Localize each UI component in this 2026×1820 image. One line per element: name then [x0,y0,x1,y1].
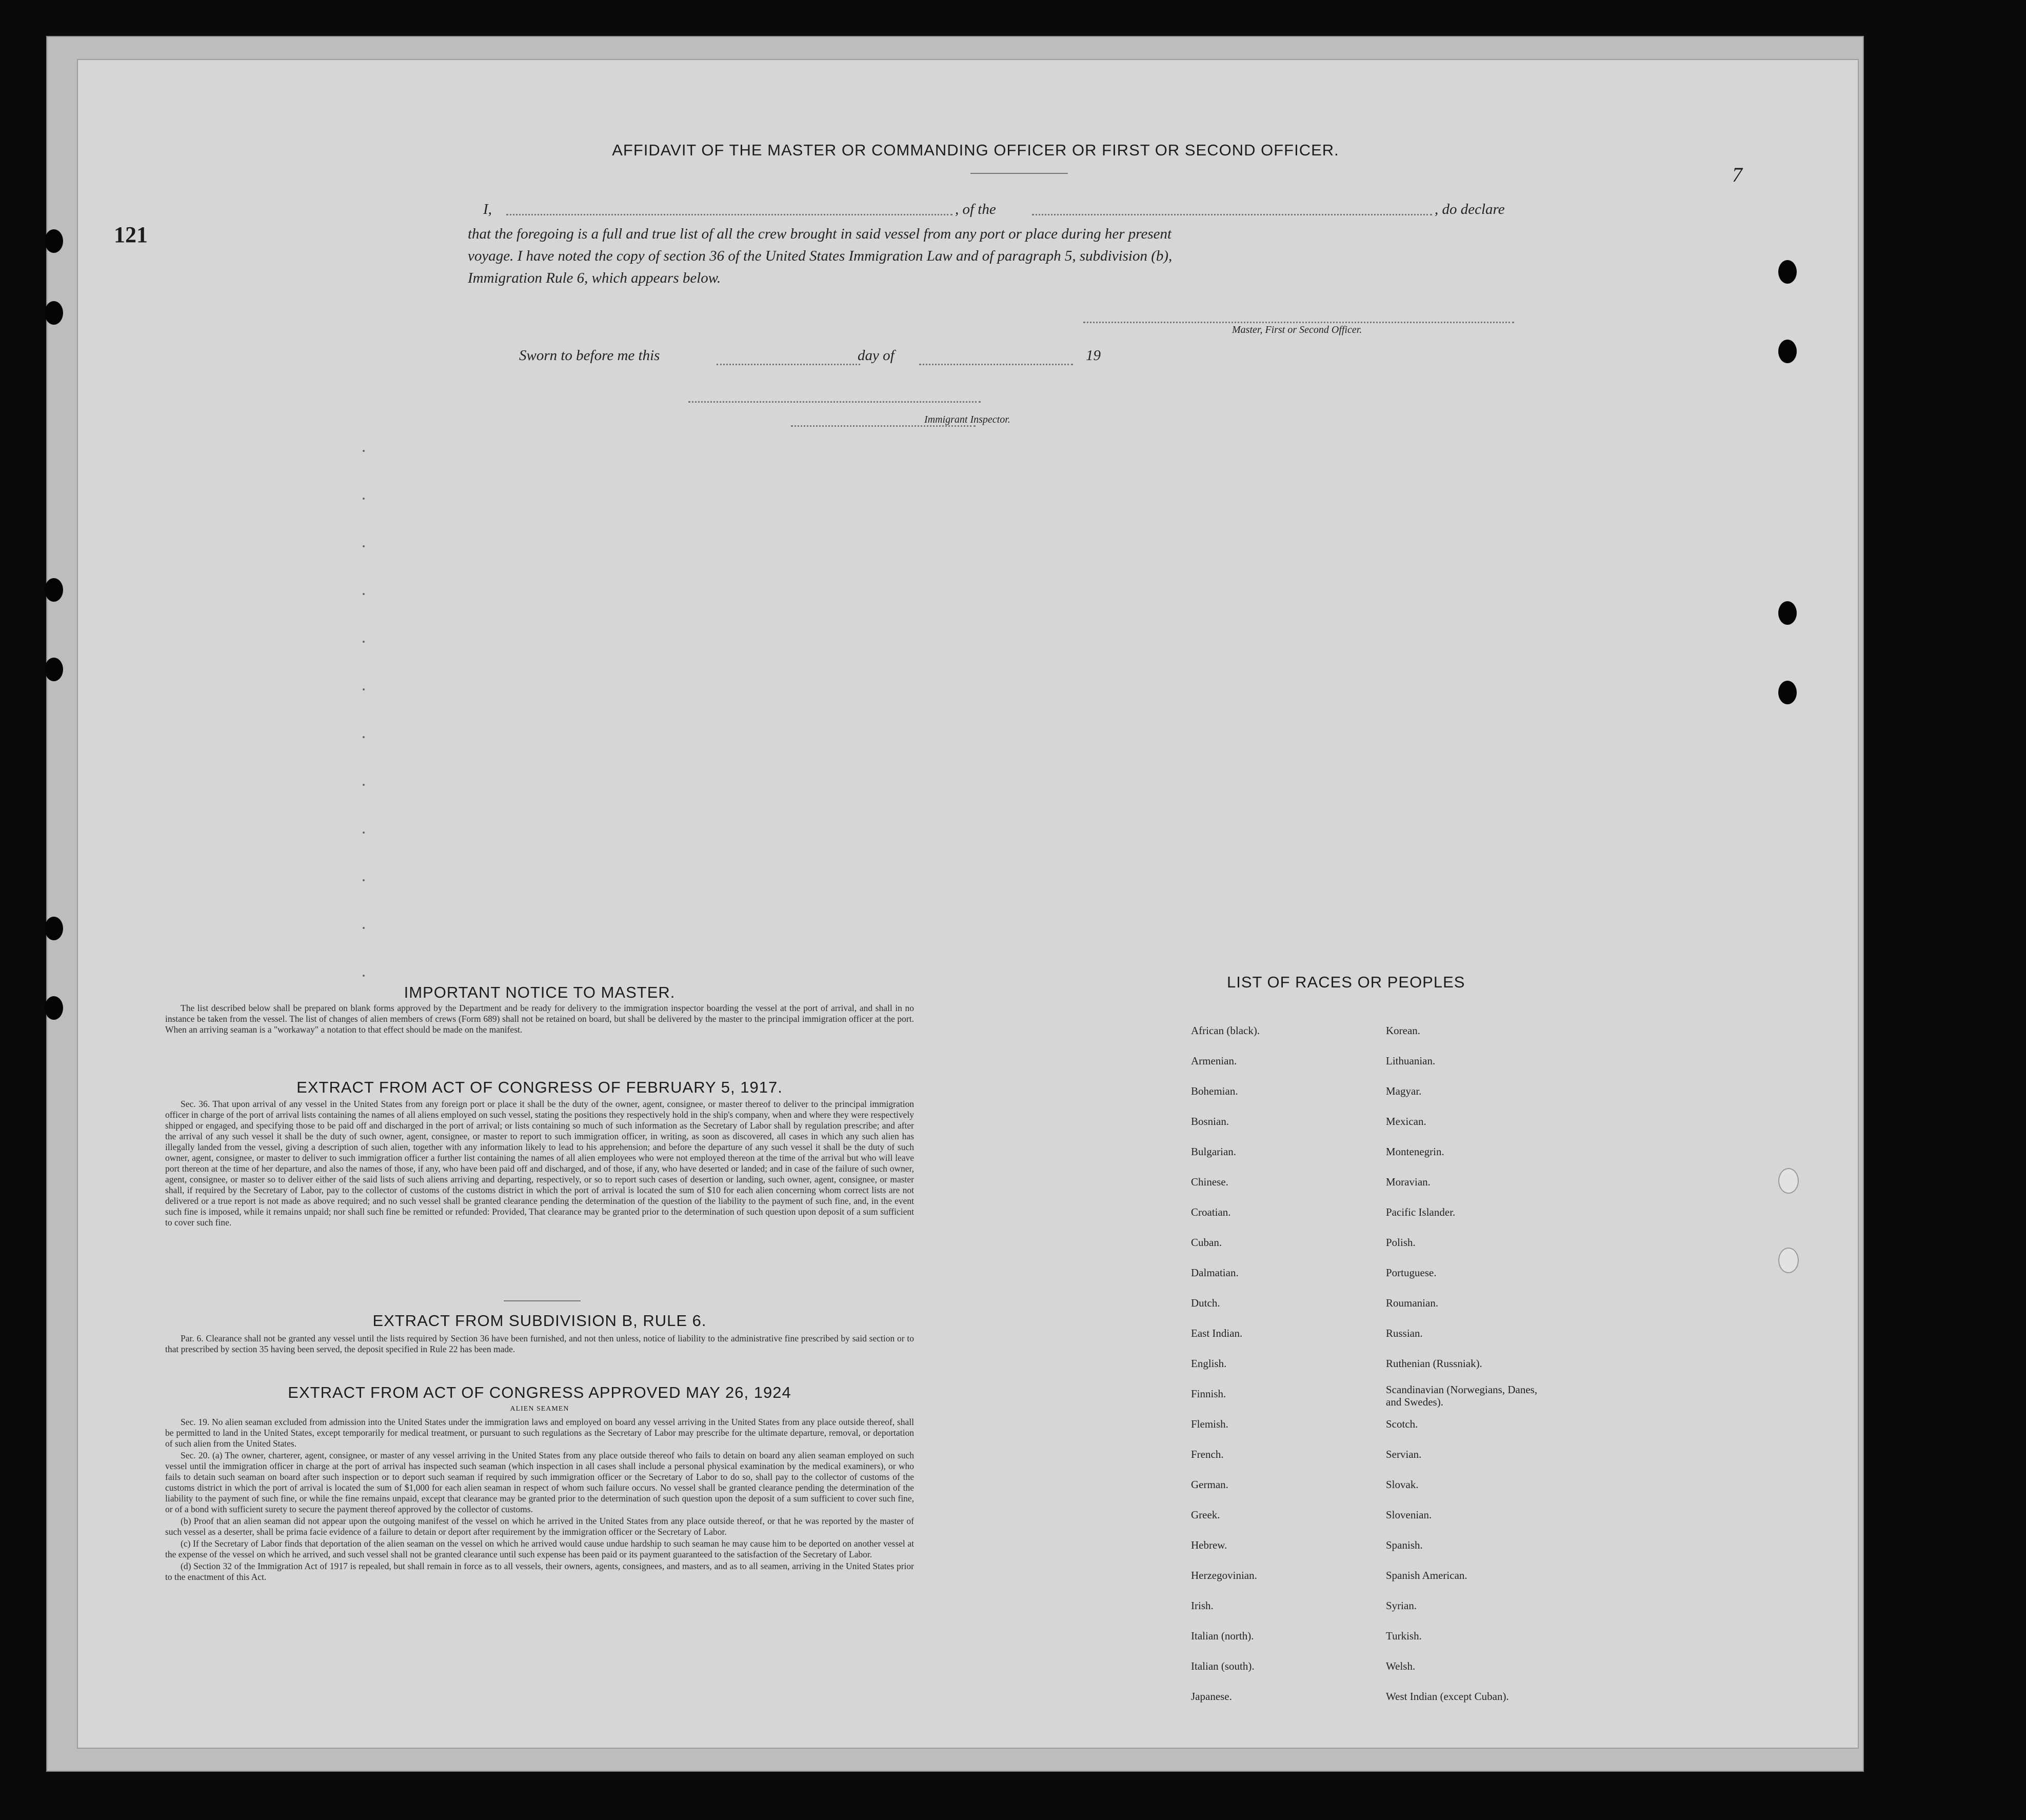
race-item: African (black). [1191,1024,1260,1037]
sworn-day-field[interactable] [717,364,860,365]
race-item: Finnish. [1191,1388,1226,1400]
race-item: German. [1191,1478,1228,1491]
sworn-label: Sworn to before me this [519,347,660,364]
race-item: East Indian. [1191,1327,1243,1339]
race-item: Hebrew. [1191,1539,1227,1551]
dot [363,498,365,500]
race-item: Polish. [1386,1236,1416,1249]
race-item: Greek. [1191,1509,1220,1521]
race-item: English. [1191,1357,1227,1370]
title-rule [970,173,1068,174]
inspector-caption: Immigrant Inspector. [924,414,1010,425]
dot [363,832,365,834]
binder-hole [1778,1168,1799,1194]
binder-hole [45,917,63,940]
day-of-label: day of [858,347,895,364]
race-item: Slovak. [1386,1478,1419,1491]
binder-hole [1778,1248,1799,1273]
race-item: Armenian. [1191,1055,1237,1067]
year-label: 19 [1086,347,1101,364]
race-item: Syrian. [1386,1599,1417,1612]
race-item: Servian. [1386,1448,1422,1460]
dot [363,688,365,690]
sec-20b-paragraph: (b) Proof that an alien seaman did not appear upon the outgoing manifest of the vessel on which he arrived in the United States from any place outside thereof, or that he was reported by the master of such vessel as a deserter, shall be prima facie evidence of a failure to detain or deport after requirement by the immigration officer or the Secretary of Labor. [165,1516,914,1537]
race-item: Italian (north). [1191,1630,1254,1642]
extract-1917-text [165,1099,914,1229]
race-item: Japanese. [1191,1690,1232,1703]
race-item: Slovenian. [1386,1509,1432,1521]
extract-1924-title: EXTRACT FROM ACT OF CONGRESS APPROVED MAY 26, 1924 [288,1383,791,1401]
race-item: Bosnian. [1191,1115,1229,1127]
margin-mark: 121 [114,222,148,247]
race-item: Cuban. [1191,1236,1222,1249]
race-item: Korean. [1386,1024,1421,1037]
notice-text [165,1003,914,1036]
decl-do-declare: , do declare [1435,201,1505,217]
race-item: Lithuanian. [1386,1055,1436,1067]
race-item: Russian. [1386,1327,1423,1339]
extract-1924-text [165,1417,914,1584]
dot [363,593,365,595]
vessel-field[interactable] [1032,214,1432,215]
race-item: Spanish. [1386,1539,1423,1551]
notice-title: IMPORTANT NOTICE TO MASTER. [404,983,676,1001]
races-title: LIST OF RACES OR PEOPLES [1227,973,1465,991]
sworn-month-field[interactable] [919,364,1073,365]
corner-mark: 7 [1732,163,1742,186]
binder-hole [1778,681,1797,704]
binder-hole [1778,260,1797,284]
race-item: Spanish American. [1386,1569,1467,1581]
race-item: Flemish. [1191,1418,1228,1430]
race-item: Montenegrin. [1386,1145,1444,1158]
extract-1924-subtitle: ALIEN SEAMEN [510,1405,569,1413]
decl-line-3: voyage. I have noted the copy of section 36 of the United States Immigration Law and of paragraph 5, subdivision (b), [468,248,1173,264]
decl-line-2: that the foregoing is a full and true list of all the crew brought in said vessel from any port or place during her present [468,226,1172,242]
race-item: Welsh. [1386,1660,1416,1672]
decl-line-4: Immigration Rule 6, which appears below. [468,270,721,286]
dot [363,545,365,547]
binder-hole [1778,601,1797,625]
name-field[interactable] [506,214,952,215]
race-item: Roumanian. [1386,1297,1439,1309]
binder-hole [45,658,63,681]
notice-paragraph: The list described below shall be prepared on blank forms approved by the Department and be ready for delivery to the immigration inspector boarding the vessel at the port of arrival, and shall in no instance be taken from the vessel. The list of changes of alien members of crews (Form 689) shall not be retained on board, but shall be delivered by the master to the principal immigration officer at the port. When an arriving seaman is a "workaway" a notation to that effect should be made on the manifest. [165,1003,914,1035]
binder-hole [45,229,63,253]
section-rule [504,1300,581,1301]
race-item: Magyar. [1386,1085,1422,1097]
dot [363,736,365,738]
race-item: French. [1191,1448,1224,1460]
dot [363,784,365,786]
binder-hole [45,578,63,602]
sec-20a-paragraph: Sec. 20. (a) The owner, charterer, agent, consignee, or master of any vessel arriving in the United States from any place outside thereof who fails to detain on board any alien seaman employed on such vessel until the immigration officer in charge at the port of arrival has inspected such seaman (which inspection in all cases shall include a personal physical examination by the medical examiners), or who fails to detain such seaman on board after such inspection or to deport such seaman if required by such immigration officer or the Secretary of Labor to do so, shall pay to the collector of customs of the customs district in which the port of arrival is located the sum of $1,000 for each alien seaman in respect of whom such failure occurs. No vessel shall be granted clearance pending the determination of the liability to the payment of such fine, or while the fine remains unpaid, except that clearance may be granted prior to the determination of such question upon the deposit of a sum sufficient to cover such fine, or of a bond with sufficient surety to secure the payment thereof approved by the collector of customs. [165,1450,914,1514]
extract-rule6-text [165,1333,914,1356]
race-item: Pacific Islander. [1386,1206,1456,1218]
race-item: Scotch. [1386,1418,1418,1430]
affidavit-title: AFFIDAVIT OF THE MASTER OR COMMANDING OFFICER OR FIRST OR SECOND OFFICER. [612,141,1339,159]
sec-19-paragraph: Sec. 19. No alien seaman excluded from admission into the United States under the immigration laws and employed on board any vessel arriving in the United States from any place outside thereof, shall be permitted to land in the United States, except temporarily for medical treatment, or pursuant to such regulations as the Secretary of Labor may prescribe for the ultimate departure, removal, or deportation of such alien from the United States. [165,1417,914,1449]
race-item: Bulgarian. [1191,1145,1237,1158]
race-item: Mexican. [1386,1115,1426,1127]
race-item: Portuguese. [1386,1267,1437,1279]
race-item: Moravian. [1386,1176,1431,1188]
race-item: Dutch. [1191,1297,1220,1309]
race-item: Bohemian. [1191,1085,1238,1097]
race-item: Dalmatian. [1191,1267,1239,1279]
signature-caption: Master, First or Second Officer. [1232,324,1362,335]
extract-1917-paragraph: Sec. 36. That upon arrival of any vessel in the United States from any foreign port or place it shall be the duty of the owner, agent, consignee, or master thereof to deliver to the principal immigration officer in charge of the port of arrival lists containing the names of all aliens employed on such vessel, stating the positions they respectively hold in the ship's company, when and where they were respectively shipped or engaged, and specifying those to be paid off and discharged in the port of arrival; or lists containing so much of such information as the Secretary of Labor shall by regulation prescribe; and after the arrival of any such vessel it shall be the duty of such owner, agent, consignee, or master to report to such immigration officer, in writing, as soon as discovered, all cases in which any such alien has illegally landed from the vessel, giving a description of such alien, together with any information likely to lead to his apprehension; and before the departure of any such vessel it shall be the duty of such owner, agent, consignee, or master to deliver to such immigration officer a further list containing the names of all alien employees who were not employed thereon at the time of the arrival but who will leave port thereon at the time of her departure, and also the names of those, if any, who have been paid off and discharged, and of those, if any, who have deserted or landed; and in case of the failure of such owner, agent, consignee, or master so to deliver either of the said lists of such aliens arriving and departing, respectively, or so to report such cases of desertion or landing, such owner, agent, consignee, or master shall, if required by the Secretary of Labor, pay to the collector of customs of the customs district in which the port of arrival is located the sum of $10 for each alien concerning whom correct lists are not delivered or a true report is not made as above required; and no such vessel shall be granted clearance pending the determination of the question of the liability to the payment of such fine, and, in the event such fine is imposed, while it remains unpaid; nor shall such fine be remitted or refunded: Provided, That clearance may be granted prior to the determination of such question upon deposit of a sum sufficient to cover such fine. [165,1099,914,1228]
dot [363,927,365,929]
race-item: Irish. [1191,1599,1214,1612]
manifest-page [77,59,1859,1749]
decl-i: I, [483,201,492,217]
sec-20d-paragraph: (d) Section 32 of the Immigration Act of 1917 is repealed, but shall remain in force as to all vessels, their owners, agents, consignees, and masters, and as to all seamen, arriving in the United States prior to the enactment of this Act. [165,1561,914,1582]
race-item: Scandinavian (Norwegians, Danes, and Swedes). [1386,1383,1538,1408]
race-item: Herzegovinian. [1191,1569,1257,1581]
dot [363,975,365,977]
race-item: Turkish. [1386,1630,1422,1642]
signature-field[interactable] [1083,322,1514,323]
race-item: West Indian (except Cuban). [1386,1690,1509,1703]
binder-hole [45,301,63,325]
race-item: Croatian. [1191,1206,1231,1218]
inspector-signature-field[interactable] [688,401,981,403]
binder-hole [1778,340,1797,363]
race-item: Chinese. [1191,1176,1228,1188]
decl-of-the: , of the [955,201,996,217]
race-item: Italian (south). [1191,1660,1255,1672]
dot [363,879,365,881]
dot [363,641,365,643]
race-item: Ruthenian (Russniak). [1386,1357,1482,1370]
sec-20c-paragraph: (c) If the Secretary of Labor finds that deportation of the alien seaman on the vessel on which he arrived would cause undue hardship to such seaman he may cause him to be deported on another vessel at the expense of the vessel on which he arrived, and such vessel shall not be granted clearance until such expense has been paid or its payment guaranteed to the satisfaction of the Secretary of Labor. [165,1538,914,1559]
extract-rule6-title: EXTRACT FROM SUBDIVISION B, RULE 6. [372,1312,707,1330]
dot [363,450,365,452]
extract-1917-title: EXTRACT FROM ACT OF CONGRESS OF FEBRUARY 5, 1917. [296,1078,783,1096]
binder-hole [45,996,63,1020]
extract-rule6-paragraph: Par. 6. Clearance shall not be granted any vessel until the lists required by Section 36 have been furnished, and not then unless, notice of liability to the administrative fine prescribed by said section or to that prescribed by section 35 having been served, the deposit specified in Rule 22 has been made. [165,1333,914,1354]
